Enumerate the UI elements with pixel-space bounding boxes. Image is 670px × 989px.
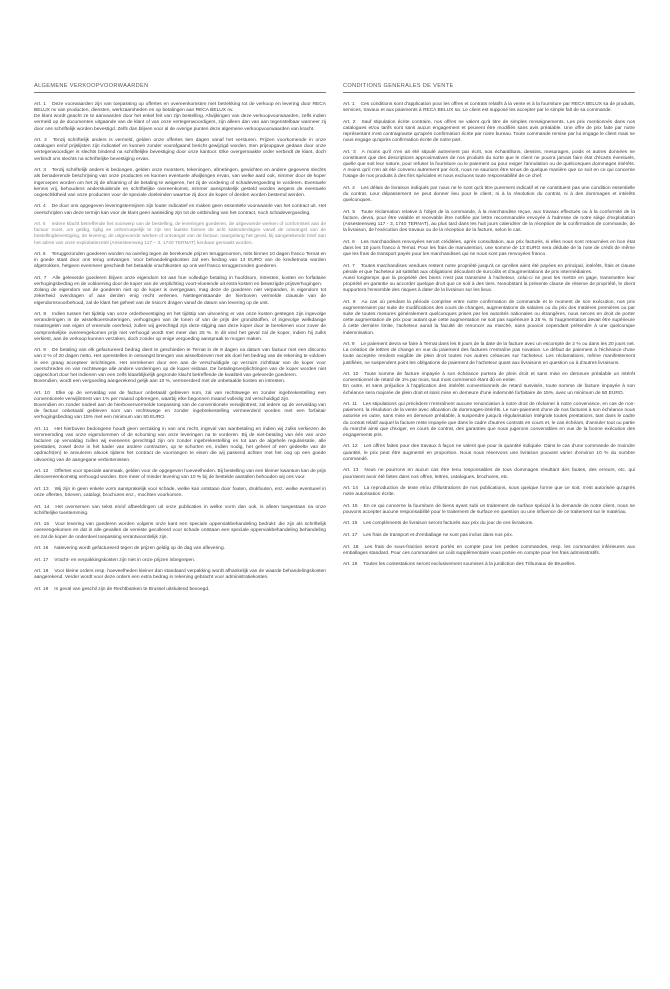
- article-text: Nalevering wordt gefactureerd tegen de prijzen geldig op de dag van aflevering.: [54, 546, 225, 552]
- article-8: [34, 312, 326, 343]
- article-9: [34, 348, 326, 385]
- article-number: Art. 5: [343, 209, 356, 215]
- article-text: Teruggezonden goederen worden na overleg tegen de berekende prijzen teruggenomen, mits binnen 10 dagen franco Ternat en in goede staat door ons terug ontvangen. Voor behandelingskosten zal een bedrag van 13 EURO van de kredietnota worden afgetrokken, hetgeen evenmeer geschiedt het betaalde vrachtkosten op ons wel franco teruggezonden goederen.: [34, 252, 326, 270]
- article-paragraph: Zolang de eigendom van de goederen niet op de koper is overgegaan, mag deze de goederen niet verpanden, in eigendom tot zekerheid overdragen of aan derden enig recht verlenen. Niettegenstaande de hierboven vermelde clausule van de eigendomsvoorbehoud, zal de klant het geheel van de risico's dragen vanaf de datum van levering op de unit.: [34, 288, 326, 306]
- article-15: [343, 504, 635, 516]
- article-14: [34, 505, 326, 517]
- article-number: Art. 15: [34, 522, 50, 528]
- article-number: Art. 17: [343, 533, 358, 538]
- article-number: Art. 3: [343, 149, 356, 155]
- article-number: Art. 2: [343, 119, 356, 125]
- article-text: Ces conditions sont d'application pour les offres et contrats relatifs à la vente et à la fourniture par RECA BELUX sa de produits, services, travaux et aux paiements à RECA BELUX sa. Le client est supposé les accepter par le simple fait de sa commande.: [343, 102, 635, 114]
- article-10: [34, 391, 326, 422]
- article-number: Art. 16: [343, 521, 358, 527]
- article-2: [343, 120, 635, 145]
- article-number: Art. 3: [34, 168, 46, 174]
- article-paragraph: Bovendien, wordt een vergoeding aangerekend gelijk aan 10 %, vermeerderd met de onbetaalde kosten en intresten.: [34, 379, 286, 385]
- article-number: Art. 8: [34, 312, 47, 318]
- article-number: Art. 5: [34, 222, 46, 228]
- dutch-terms-column: [34, 83, 326, 598]
- article-5: [343, 210, 635, 235]
- article-number: Art. 15: [343, 503, 358, 509]
- article-text: Elke op de vervaldag van de factuur onbetaald gebleven som, zal van rechtswege en zonder ingebrekestelling een conventionele verwijlintrest van 1% per maand opbrengen, waarbij elke begonnen maand volledig zal verschuldigd zijn.: [34, 390, 326, 402]
- dutch-terms-heading: ALGEMENE VERKOOPVOORWAARDEN: [34, 83, 326, 93]
- article-text: Toute réclamation relative à l'objet de la commande, à la marchandise reçue, aux travaux effectués ou à la conformité de la facture, devra, pour être valable et recevable être notifiée par lettre recommandée envoyée à l'adresse de notre siège d'exploitation (Assesteenweg 117 - 3, 1740 TERNAT), au plus tard dans les huit jours calendrier de la réception de la confirmation de commande, de la livraison, de l'exécution des travaux ou de la réception de la facture, selon le cas.: [343, 209, 635, 234]
- article-17: [343, 533, 635, 539]
- article-text: Sauf stipulation écrite contraire, nos offres ne valent qu'à titre de simples renseignements. Les prix mentionnés dans nos catalogues et/ou tarifs sont sans aucun engagement et peuvent être modifiés sans avis préalable. Une offre de prix faite par notre représentant n'est contraignante qu'après confirmation écrite par notre bureau. Toute commande remise par lui engage le client mais ne nous engage qu'après confirmation écrite de notre part.: [343, 119, 635, 144]
- article-number: Art. 11: [343, 402, 358, 408]
- article-9: [343, 342, 635, 367]
- article-text: Iedere klacht betreffende het voorwerp van de bestelling, de leveringen goederen, de uitgevoerde werken of conformiteit aan de factuur moet, om geldig, tijdig en onherroepelijk te zijn ten laatste binnen de acht kalenderdagen vanaf de ontvangst van de bestellingbevestiging, de levering, de uitgevoerde werken of ontvangst van de factuur, naargelang het geval, bij aangetekende brief aan het adres van onze exploitatiezetel (Assesteenweg 117 – 3, 1740 TERNAT) kenbaar gemaakt worden.: [34, 222, 327, 246]
- article-number: Art. 14: [343, 486, 358, 492]
- article-text: Les compléments de livraison seront facturés aux prix du jour de ces livraisons.: [363, 521, 534, 527]
- article-number: Art. 12: [34, 469, 49, 475]
- article-number: Art. 19: [343, 562, 358, 568]
- article-4: [343, 186, 635, 204]
- article-19: [34, 587, 326, 593]
- article-number: Art. 4: [343, 185, 355, 191]
- article-paragraph: Bovendien en zonder nadeel aan de hierbovenvermelde toepassing van de conventionele verwijlintrest, zal iedere op de vervaldag van de factuur onbetaald gebleven som van rechtswege en zonder ingebrekestelling vermeerderd worden met een forfaitair verhogingsbedrag van 15% met een minimum van 50 EURO.: [34, 402, 326, 421]
- article-text: Les délais de livraison indiqués par nous ne le sont qu'à titre purement indicatif et ne constituent pas une condition essentielle du contrat. Leur dépassement ne peut donner lieu pour le client, ni à la résolution du contrat, ni à des dommages et intérêts quelconques.: [343, 185, 636, 204]
- article-text: Toutes marchandises vendues restent notre propriété jusqu'à ce qu'elles aient été payées en principal, intérêts, frais et clause pénale et que l'acheteur ait satisfait aux obligations découlant de surcoûts et d'augmentations de prix intermédiaires.: [343, 263, 636, 275]
- article-12: [343, 444, 635, 462]
- article-4: [34, 204, 326, 216]
- article-text: En ce qui concerne la fourniture de biens ayant subi un traitement de surface spécial à la demande de notre client, nous ne pouvons accepter aucune responsabilité pour le traitement de surface en question ou une influence de ce traitement sur le matériau.: [343, 503, 635, 515]
- article-13: [34, 487, 326, 499]
- article-text: Offertes voor speciale aanmaak, gelden voor de opgegeven hoeveelheden. Bij bestelling van een kleiner kwantum kan de prijs dienovereenkomstig verhoogd worden. Een meer of minder levering van 10 % bij de bestelde aantallen behouden wij ons voor.: [34, 469, 326, 481]
- article-text: Vracht- en verpakkingskosten zijn niet in onze prijzen inbegrepen.: [54, 557, 196, 563]
- article-text: Au cas où pendant la période comprise entre notre confirmation de commande et le moment de son exécution, nos prix augmenteraient par suite de modifications des cours de changes, augmentations de salaires ou du prix des matières premières ou par suite de toutes mesures généralement quelconques prises par les autorités nationales ou étrangères, nous serons en droit de porter cette augmentation de prix pour autant que cette augmentation ne soit pas supérieure à 25 %. Si l'augmentation devait être supérieure à cette dernière limite, l'acheteur aurait la faculté de renoncer au marché, sans pouvoir cependant prétendre à une quelconque indemnisation.: [343, 299, 635, 336]
- article-text: Wij zijn in geen enkele vorm aansprakelijk voor schade, welke kan ontstaan door fouten, drukfouten, enz. welke eventueel in onze offerten, brieven, catalogi, brochures enz., mochten voorkomen.: [34, 486, 326, 498]
- article-8: [343, 300, 635, 337]
- article-2: [34, 138, 326, 163]
- article-10: [343, 372, 635, 397]
- article-text: La reproduction de texte et/ou d'illustrations de nos publications, sous quelque forme que ce soit, n'est autorisée qu'après notre autorisation écrite.: [343, 486, 635, 498]
- article-number: Art. 7: [34, 275, 47, 281]
- article-text: Les stipulations qui précèdent n'entraînent aucune renonciation à notre droit de réclamer à notre convenance, en cas de non-paiement, la résolution de la vente avec allocation de dommages-intérêts. Le non-paiement d'une de nos factures à son échéance nous autorise en outre, sans mise en demeure préalable, à suspendre jusqu'à régularisation intégrale toutes prestations, tant dans le cadre du contrat relatif auquel la facture reste impayée que dans le cadre d'autres contrats en cours et, le cas échéant, d'annuler tout ou partie du marché ainsi que d'exiger, en cours de contrat, des garanties que nous jugerons convenables en vue de la bonne exécution des engagements pris.: [343, 402, 635, 438]
- article-text: A moins qu'il n'en ait été stipulé autrement par écrit, nos échantillons, dessins, mesurages, poids et autres données ne constituent que des descriptions approximatives de nos produits du sorte que le client ne pourra jamais faire état d'écarts éventuels, quelle que soit leur nature, pour refuser la fourniture ou le paiement ou pour exiger l'annulation ou de quelconques dommages intérêts. A moins qu'il n'en ait été convenu autrement par écrit, nous ne saurions être tenus de quelque manière que ce soit en ce qui concerne l'usage de nos produits à des fins spéciales et nous excluons toute responsabilité de ce chef.: [343, 149, 635, 180]
- article-text: Les marchandises renvoyées seront créditées, après consultation, aux prix facturés, si elles nous sont retournées en bon état dans les 10 jours franco à Ternat. Pour les frais de manutention, une somme de 13 EURO sera déduite de la note de crédit de même que les frais de transport payés pour les marchandises qui ne nous sont pas renvoyées franco.: [343, 239, 636, 258]
- article-text: Tenzij schriftelijk anders is vermeld, gelden onze offertes tien dagen vanaf het versturen. Prijzen voorkomende in onze catalogen en/of prijslijsten zijn indicatief en kunnen zonder voorafgaand bericht gewijzigd worden. Een prijsopgave gedaan door onze vertegenwoordiger is slechts bindend na schriftelijke bevestiging door onze kantoor. Elke overgemaakte order verbindt de klant, doch verbindt ons slechts na schriftelijke bevestiging ervan.: [34, 138, 327, 162]
- article-3: [34, 168, 326, 199]
- article-text: Indien tussen het tijdstip van onze orderbevestiging en het tijdstip van uitvoering er van onze kosten gestegen zijn ingevolge veranderingen in de wisselkoersnoteringen, verhogingen van de lonen of van de prijs der grondstoffen, of ingevolge welkdanige maatregelen van eigen of vreemde overheid, zullen wij gerechtigd zijn deze stijging aan deze koper door te berekenen voor zover de oorspronkelijke overeengekomen prijs niet verhoogd wordt met meer dan 25 %. In dit vind het geval zal de koper, indien hij zulks verkiest, aan de verkoop kunnen verzaken, doch zonder op enige vergoeding aanspraak te mogen maken.: [34, 312, 326, 342]
- article-text: Voor levering van goederen worden volgens onze kant een speciale opperviakbehandeling bedrukt: die zijn als schriftelijk overeengekomen en dat in alle gevallen de vereiste gecolleerd voor schade ontstaan een speciale opperviakbehandeling behandeling en zal de koper de onderdeel toepassing verantwoordelijk zijn.: [34, 522, 326, 540]
- article-number: Art. 9: [343, 342, 355, 348]
- article-6: [34, 252, 326, 270]
- article-text: Tenzij schriftelijk anders is bedongen, gelden onze monsters, tekeningen, afmetingen, gewichten en andere gegevens slechts als benaderende beschrijving van onze producten en kunnen eventuele afwijkingen ervan, van welke aard ook, nimmer door de koper ingeroepen worden om het zij de afnaming of de betaling te weigeren, het zij de vordering of schadevergoeding te vorderen. Eventuele kennis vrij, behoudens andersluidende en schriftelijke overeenkomst, nimmer aansprakelijk gesteld worden wegens de eventuele ongeschiktheid van onze producten voor de speciale doeleinden waartoe zij door de koper of derden worden bestemd werden.: [34, 168, 327, 198]
- article-number: Art. 7: [343, 263, 355, 269]
- article-text: Alle geleverde goederen blijven onze eigendom tot aan hun volledige betaling in hoofdsom, intresten, kosten en forfaitaire verhogingsbedrag en de voldoening door de koper van de verplichting voort-vloeiende uit extra kosten en bewezigde prijsverhogingen.: [34, 275, 326, 288]
- article-5: [34, 222, 326, 247]
- article-3: [343, 150, 635, 181]
- article-18: [34, 569, 326, 581]
- article-number: Art. 4: [34, 204, 46, 210]
- dutch-articles: [34, 102, 326, 593]
- article-number: Art. 16: [34, 546, 49, 552]
- article-18: [343, 545, 635, 557]
- article-13: [343, 468, 635, 480]
- article-text: De betaling van elk gefactureerd bedrag dient te geschieden te Ternat in de 8 dagen na datum van factuur met een disconto van 2 % of 20 dagen netto. Het openstellen in ontvangst brengen van wisselbrieven met als doel het bedrag van de rekening te voldoen is een graag accepteer inrichtingen. Het verrekenen door een aan de verschuldigde op verzuim zichtbaar van de koper voor overschreden en van rechtswege alle andere vorderingen op de koper eisbaar. De betalingsverplichtingen van de koper worden niet opgeschort door het indienen van een zelfs klaarblijkelijk gegronde klacht betreffende de kwaliteit van geleverde goederen.: [34, 348, 326, 378]
- article-paragraph: En outre, et sans préjudice à l'application des intérêts conventionnels de retard susvisés, toute somme de facture impayée à son échéance sera majorée de plein droit et sans mise en demeure d'une indemnité forfaitaire de 15%, avec un minimum de 50 EURO.: [343, 384, 635, 396]
- article-number: Art. 12: [343, 444, 358, 450]
- article-number: Art. 6: [343, 239, 355, 245]
- article-number: Art. 6: [34, 252, 46, 258]
- article-text: Les frais de transport et d'emballage ne sont pas inclus dans nos prix.: [363, 533, 514, 538]
- article-16: [343, 521, 635, 527]
- article-number: Art. 19: [34, 586, 49, 592]
- article-number: Art. 1: [343, 102, 355, 107]
- french-terms-column: [343, 83, 635, 574]
- article-text: Toute somme de facture impayée à son échéance portera de plein droit et sans mise en demeure préalable un intérêt conventionnel de retard de 1% par mois, tout mois commencé étant dû en entier.: [343, 372, 635, 384]
- article-1: [343, 102, 635, 114]
- french-terms-heading: CONDITIONS GENERALES DE VENTE: [343, 83, 635, 93]
- article-text: Deze voorwaarden zijn van toepassing op offertes en overeenkomsten met betrekking tot de verkoop en levering door RECA BELUX nv van producten, diensten, werkzaamheden en op betalingen aan RECA BELUX nv.: [34, 102, 327, 114]
- french-articles: [343, 102, 635, 568]
- article-number: Art. 9: [34, 348, 46, 354]
- article-1: [34, 102, 326, 133]
- article-7: [343, 264, 635, 295]
- article-number: Art. 8: [343, 299, 356, 305]
- article-text: Het hierboven bedongene houdt geen verzaking in van ons recht, ingeval van wanbetaling en indien wij zulks verkiezen de vervreemding van onze eigendommen of de schorsing van onze leveringen na te vorderen. Bij de niet-betaling van één van onze facturen op vervaldag zullen wij eveneens gerechtigd zijn om zonder ingebrekestelling en tot aan de algehele regularisatie, alle prestaties, zowel deze in het kader van andere contracten, op te schorten en, indien nodig, het geheel of een gedeelte van de opdracht(en) te annuleren alsook tijdens het contract de voorrangen te eisen die wij passend achten met het oog op een goede uitvoering van de aangegane verbintenissen.: [34, 426, 326, 463]
- article-number: Art. 13: [343, 468, 359, 474]
- article-number: Art. 14: [34, 504, 50, 510]
- article-17: [34, 558, 326, 564]
- article-number: Art. 13: [34, 486, 49, 492]
- article-text: Nous ne pourrons en aucun cas être tenu responsables de tous dommages résultant des fautes, des erreurs, etc. qui pourraient avoir été faites dans nos offres, lettres, catalogues, brochures, etc.: [343, 468, 635, 480]
- article-11: [343, 402, 635, 439]
- article-text: Voor kleine orders resp. hoeveelheden kleiner dan standaard verpakking wordt afhankelijk van de waarde behandelingskosten aangerekend. Verder wordt voor deze orders een extra bedrag in rekening gebracht voor administratiekosten.: [34, 569, 326, 581]
- article-number: Art. 17: [34, 557, 49, 563]
- article-19: [343, 562, 635, 568]
- article-number: Art. 1: [34, 102, 46, 107]
- article-14: [343, 486, 635, 498]
- article-text: Le paiement devra se faire à Ternat dans les 8 jours de la date de la facture avec un escompte de 2 % ou dans les 20 jours net. La création de lettres de change en vue du paiement des factures n'entraîne pas novation. Le défaut de paiement à l'échéance d'une toute acceptée rendent exigible de plein droit toutes nos autres créances sur l'acheteur. Les réclamations, même manifestement justifiées, ne suspendent point les obligations de paiement de l'acheteur quant aux livraisons en question ou à d'autres livraisons.: [343, 342, 635, 366]
- article-15: [34, 522, 326, 540]
- article-text: In geval van geschil zijn de Rechtbanken te Brussel uitsluitend bevoegd.: [54, 586, 210, 592]
- article-16: [34, 546, 326, 552]
- article-text: Les offres faites pour des travaux à façon ne valent que pour la quantité indiquée. Dans le cas d'une commande de moindre quantité, le prix peut être augmenté en proportion. Nous nous réservons une livraison pouvant varier d'environ 10 % du nombre commandé.: [343, 444, 635, 462]
- article-11: [34, 427, 326, 464]
- article-text: Het overnemen van tekst en/of afbeeldingen uit onze publicaties in welke vorm dan ook, is alleen toegestaan na onze schriftelijke toestemming.: [34, 504, 326, 516]
- article-6: [343, 240, 635, 258]
- article-number: Art. 10: [343, 372, 359, 378]
- article-number: Art. 10: [34, 390, 50, 396]
- article-7: [34, 276, 326, 307]
- article-paragraph: De klant wordt geacht ze te aanvaarden door het enkel feit van zijn bestelling. Afwijkingen van deze verkoopvoorwaarden, zelfs indien vermeld op de documenten uitgaande van de klant of van onze vertegenwoordigers, zijn alleen dan van aan tegenstelbaar wanneer zij door ons schriftelijk worden bevestigd. Zelfs dan blijven voor al de overige punten deze algemene verkoopvoorwaarden van kracht.: [34, 114, 326, 132]
- article-paragraph: Aussi longtemps que la propriété des biens n'est pas transmise à l'acheteur, celui-ci ne peut les mettre en gage, transmettre leur propriété en garantie ou accorder quelque droit que ce soit à des tiers. Nonobstant la présente clause de réserve de propriété, le client supportera l'ensemble des risques à dater de la livraison sur les lieux.: [343, 275, 635, 294]
- article-number: Art. 11: [34, 426, 49, 432]
- article-text: Toutes les contestations seront exclusivement soumises à la juridiction des Tribunaux de Bruxelles.: [363, 562, 576, 568]
- article-text: Les frais de sous-fraction seront portés en compte pour les petites commandes, resp. les commandes inférieures aux emballages standard. Pour ces commandes un coût supplémentaire vous portée en compte pour les frais administratifs.: [343, 544, 635, 556]
- article-number: Art. 18: [343, 544, 359, 550]
- article-text: De door ons opgegeven leveringstermijnen zijn louter indicatief en maken geen essentiële voorwaarde van het contract uit. Het overschrijden van deze termijn kan voor de klant geen aanleiding zijn tot de ontbinding van het contract, noch schadevergoeding.: [34, 204, 326, 216]
- article-number: Art. 2: [34, 138, 47, 144]
- article-12: [34, 469, 326, 481]
- article-number: Art. 18: [34, 569, 49, 575]
